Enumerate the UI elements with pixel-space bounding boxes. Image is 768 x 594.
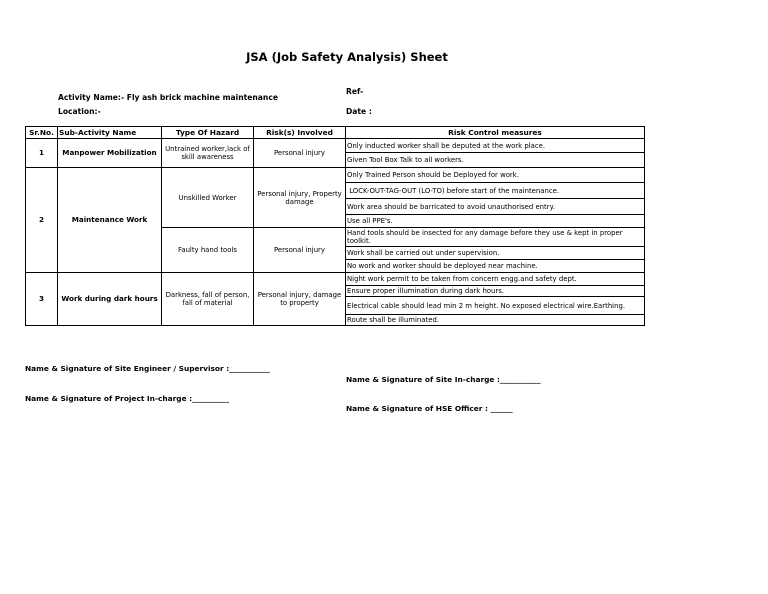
table-row: [26, 139, 645, 153]
risk-cell: Personal injury, Property damage: [254, 168, 346, 228]
control-item: Only inducted worker shall be deputed at the work place.: [346, 139, 645, 153]
hazard-cell: Faulty hand tools: [162, 228, 254, 273]
ref-field: Ref-: [346, 87, 364, 96]
activity-name: Activity Name:- Fly ash brick machine maintenance: [58, 93, 278, 102]
document-title: JSA (Job Safety Analysis) Sheet: [246, 50, 448, 64]
control-item: Only Trained Person should be Deployed for work.: [346, 168, 645, 183]
project-incharge-signature: Name & Signature of Project In-charge :__________: [25, 394, 230, 403]
table-row: [26, 273, 645, 286]
location: Location:-: [58, 107, 101, 116]
date-field: Date :: [346, 107, 372, 116]
col-hazard: Type Of Hazard: [162, 127, 254, 139]
col-controls: Risk Control measures: [346, 127, 645, 139]
control-item: Hand tools should be insected for any damage before they use & kept in proper toolkit.: [346, 228, 645, 247]
row-number: 3: [26, 273, 58, 326]
site-incharge-signature: Name & Signature of Site In-charge :___________: [346, 375, 541, 384]
jsa-table: [25, 126, 645, 326]
sub-activity-cell: Manpower Mobilization: [58, 139, 162, 168]
row-number: 1: [26, 139, 58, 168]
sub-activity-cell: Maintenance Work: [58, 168, 162, 273]
hse-officer-signature: Name & Signature of HSE Officer : ______: [346, 404, 513, 413]
control-item: Night work permit to be taken from concern engg.and safety dept.: [346, 273, 645, 286]
control-item: Use all PPE's.: [346, 215, 645, 228]
control-item: Given Tool Box Talk to all workers.: [346, 153, 645, 168]
risk-cell: Personal injury: [254, 228, 346, 273]
table-header-row: [26, 127, 645, 139]
control-item: Work shall be carried out under supervision.: [346, 247, 645, 260]
hazard-cell: Untrained worker,lack of skill awareness: [162, 139, 254, 168]
hazard-cell: Darkness, fall of person, fall of material: [162, 273, 254, 326]
control-item: LOCK-OUT-TAG-OUT (LO-TO) before start of the maintenance.: [346, 183, 645, 199]
control-item: Work area should be barricated to avoid unauthorised entry.: [346, 199, 645, 215]
control-item: No work and worker should be deployed near machine.: [346, 260, 645, 273]
control-item: Electrical cable should lead min 2 m height. No exposed electrical wire.Earthing.: [346, 297, 645, 315]
row-number: 2: [26, 168, 58, 273]
table-row: [26, 168, 645, 183]
risk-cell: Personal injury, damage to property: [254, 273, 346, 326]
col-srno: Sr.No.: [26, 127, 58, 139]
sub-activity-cell: Work during dark hours: [58, 273, 162, 326]
col-risk: Risk(s) Involved: [254, 127, 346, 139]
site-engineer-signature: Name & Signature of Site Engineer / Supervisor :___________: [25, 364, 270, 373]
control-item: Route shall be illuminated.: [346, 315, 645, 326]
col-sub-activity: Sub-Activity Name: [58, 127, 162, 139]
risk-cell: Personal injury: [254, 139, 346, 168]
control-item: Ensure proper illumination during dark hours.: [346, 286, 645, 297]
hazard-cell: Unskilled Worker: [162, 168, 254, 228]
